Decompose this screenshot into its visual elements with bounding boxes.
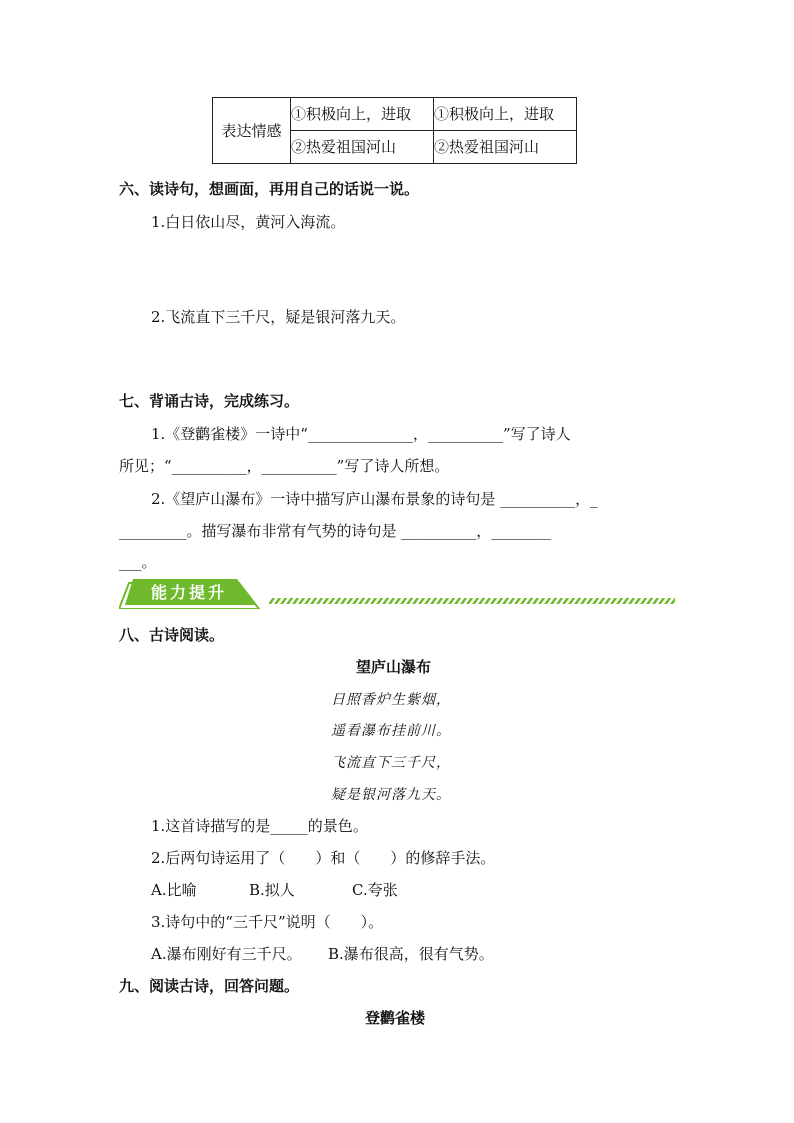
q6-item: 2.飞流直下三千尺，疑是银河落九天。 bbox=[151, 308, 406, 326]
q7-line: 1.《登鹳雀楼》一诗中“______________，__________”写了诗人 bbox=[151, 425, 571, 443]
q6-item: 1.白日依山尽，黄河入海流。 bbox=[151, 213, 346, 231]
poem-line: 飞流直下三千尺， bbox=[331, 755, 451, 771]
q8-option: B.拟人 bbox=[249, 881, 295, 899]
q8-line: 3.诗句中的“三千尺”说明（ ）。 bbox=[151, 913, 384, 931]
emotion-table bbox=[212, 97, 577, 164]
q8-line: 2.后两句诗运用了（ ）和（ ）的修辞手法。 bbox=[151, 849, 496, 867]
banner-label: 能力提升 bbox=[150, 583, 228, 602]
q8-option: C.夸张 bbox=[352, 881, 398, 899]
table-cell: ①积极向上，进取 bbox=[291, 98, 434, 131]
table-cell: ①积极向上，进取 bbox=[434, 98, 577, 131]
table-cell: ②热爱祖国河山 bbox=[434, 131, 577, 164]
q8-option: B.瀑布很高，很有气势。 bbox=[328, 945, 494, 963]
poem-line: 疑是银河落九天。 bbox=[331, 787, 451, 803]
ability-banner bbox=[119, 577, 675, 609]
poem-title: 望庐山瀑布 bbox=[356, 658, 432, 676]
q8-line: 1.这首诗描写的是_____的景色。 bbox=[151, 817, 368, 835]
q7-title: 七、背诵古诗，完成练习。 bbox=[119, 392, 300, 410]
poem-title: 登鹳雀楼 bbox=[365, 1009, 426, 1027]
poem-line: 遥看瀑布挂前川。 bbox=[331, 723, 451, 739]
q6-title: 六、读诗句，想画面，再用自己的话说一说。 bbox=[119, 180, 420, 198]
poem-line: 日照香炉生紫烟， bbox=[331, 692, 451, 708]
q8-option: A.瀑布刚好有三千尺。 bbox=[151, 945, 302, 963]
q7-line: 所见；“__________，__________”写了诗人所想。 bbox=[119, 457, 450, 475]
q8-option: A.比喻 bbox=[151, 881, 197, 899]
banner-stripe bbox=[269, 598, 675, 604]
q9-title: 九、阅读古诗，回答问题。 bbox=[119, 977, 300, 995]
q8-title: 八、古诗阅读。 bbox=[119, 626, 225, 644]
q7-line: _________。描写瀑布非常有气势的诗句是 __________，________ bbox=[119, 522, 552, 540]
q7-line: ___。 bbox=[119, 553, 157, 571]
table-cell: ②热爱祖国河山 bbox=[291, 131, 434, 164]
q7-line: 2.《望庐山瀑布》一诗中描写庐山瀑布景象的诗句是 __________，_ bbox=[151, 490, 598, 508]
table-header-cell: 表达情感 bbox=[213, 98, 291, 164]
